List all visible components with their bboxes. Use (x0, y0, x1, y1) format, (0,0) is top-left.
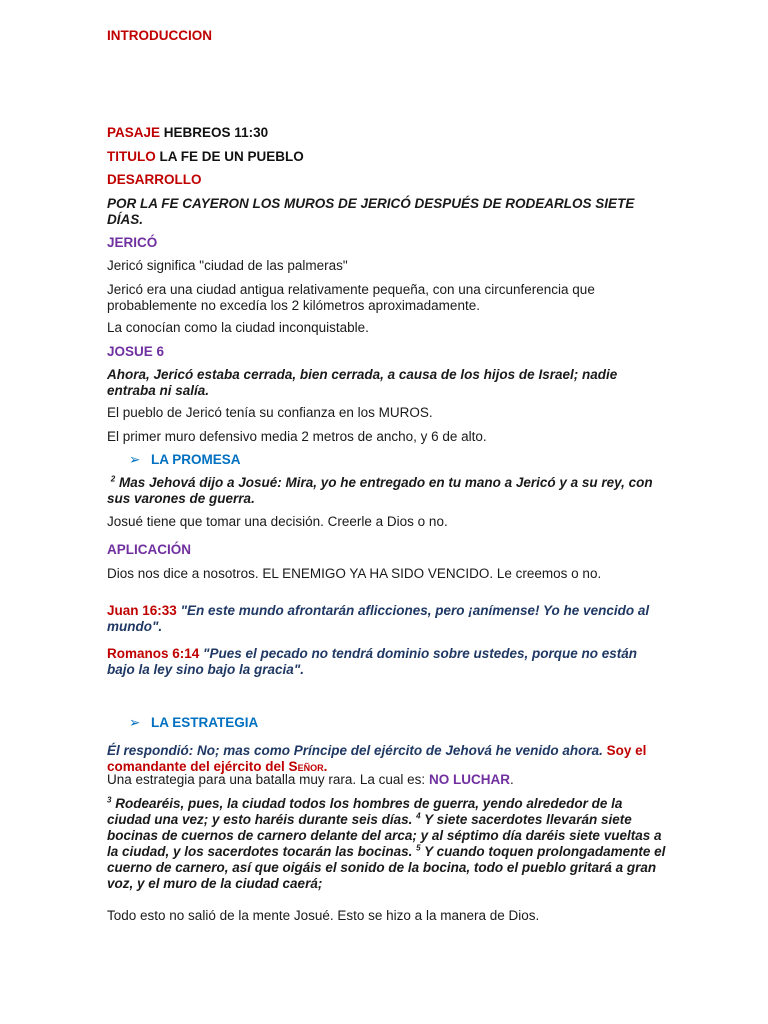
pasaje-value: HEBREOS 11:30 (163, 125, 269, 140)
verse-number: 5 (416, 843, 421, 853)
promesa-heading-line (129, 452, 689, 468)
jerico-p3: La conocían como la ciudad inconquistable. (107, 320, 369, 335)
titulo-value: LA FE DE UN PUEBLO (159, 149, 304, 164)
desarrollo-heading: DESARROLLO (107, 172, 202, 187)
juan-text: "En este mundo afrontarán aflicciones, pero ¡anímense! Yo he vencido al mundo". (107, 603, 650, 634)
romanos-quote (107, 646, 667, 678)
verse-3-text: Rodearéis, pues, la ciudad todos los hombres de guerra, yendo alrededor de la ciudad una vez; y esto haréis durante seis días. (107, 796, 623, 827)
estrategia-p1 (107, 772, 667, 788)
pasaje-line (107, 125, 667, 141)
titulo-line (107, 149, 667, 165)
titulo-label: TITULO (107, 149, 156, 164)
jerico-heading: JERICÓ (107, 235, 158, 250)
no-luchar-emphasis: NO LUCHAR (428, 772, 510, 787)
estrategia-heading-line (129, 715, 689, 731)
juan-quote (107, 603, 667, 635)
estrategia-p1-text: Una estrategia para una batalla muy rara. La cual es: (107, 772, 426, 787)
intro-heading: INTRODUCCION (107, 28, 212, 43)
estrategia-verse-b-end: . (323, 759, 328, 774)
estrategia-p1-end: . (509, 772, 514, 787)
josue6-p2: El primer muro defensivo media 2 metros de ancho, y 6 de alto. (107, 429, 487, 444)
estrategia-verse-b-smallcaps: eñor (297, 759, 324, 774)
promesa-p1: Josué tiene que tomar una decisión. Creerle a Dios o no. (107, 514, 448, 529)
promesa-verse-text: Mas Jehová dijo a Josué: Mira, yo he entregado en tu mano a Jericó y a su rey, con sus varones de guerra. (107, 475, 653, 506)
jerico-p2: Jericó era una ciudad antigua relativamente pequeña, con una circunferencia que probablemente no excedía los 2 kilómetros aproximadamente. (107, 282, 595, 313)
jerico-p1: Jericó significa "ciudad de las palmeras" (107, 258, 348, 273)
josue6-heading: JOSUE 6 (107, 344, 165, 359)
verse-5-text: Y cuando toquen prolongadamente el cuerno de carnero, así que oigáis el sonido de la bocina, todo el pueblo gritará a gran voz, y el muro de la ciudad caerá; (107, 844, 666, 891)
arrow-bullet-icon: ➢ (129, 452, 141, 467)
verse-number: 3 (107, 795, 112, 805)
arrow-bullet-icon: ➢ (129, 715, 141, 730)
verse-number: 4 (416, 811, 421, 821)
tema-statement: POR LA FE CAYERON LOS MUROS DE JERICÓ DESPUÉS DE RODEARLOS SIETE DÍAS. (107, 196, 635, 227)
josue6-p1: El pueblo de Jericó tenía su confianza en los MUROS. (107, 405, 433, 420)
promesa-verse (107, 475, 667, 507)
estrategia-verses (107, 796, 667, 892)
romanos-reference: Romanos 6:14 (107, 646, 200, 661)
promesa-heading: LA PROMESA (151, 452, 241, 467)
aplicacion-p1: Dios nos dice a nosotros. EL ENEMIGO YA HA SIDO VENCIDO. Le creemos o no. (107, 566, 602, 581)
estrategia-verse (107, 743, 667, 775)
verse-number: 2 (110, 474, 116, 484)
romanos-text: "Pues el pecado no tendrá dominio sobre ustedes, porque no están bajo la ley sino bajo la gracia". (107, 646, 638, 677)
estrategia-verse-b-text: Soy el comandante del ejército del S (107, 743, 647, 774)
estrategia-p2: Todo esto no salió de la mente Josué. Esto se hizo a la manera de Dios. (107, 908, 540, 923)
estrategia-verse-a: Él respondió: No; mas como Príncipe del ejército de Jehová he venido ahora. (107, 743, 603, 758)
josue6-verse: Ahora, Jericó estaba cerrada, bien cerrada, a causa de los hijos de Israel; nadie entraba ni salía. (107, 367, 618, 398)
aplicacion-heading: APLICACIÓN (107, 542, 191, 557)
pasaje-label: PASAJE (107, 125, 161, 140)
juan-reference: Juan 16:33 (107, 603, 177, 618)
verse-4-text: Y siete sacerdotes llevarán siete bocinas de cuernos de carnero delante del arca; y al séptimo día daréis siete vueltas a la ciudad, y los sacerdotes tocarán las bocinas. (107, 812, 662, 859)
estrategia-heading: LA ESTRATEGIA (151, 715, 259, 730)
